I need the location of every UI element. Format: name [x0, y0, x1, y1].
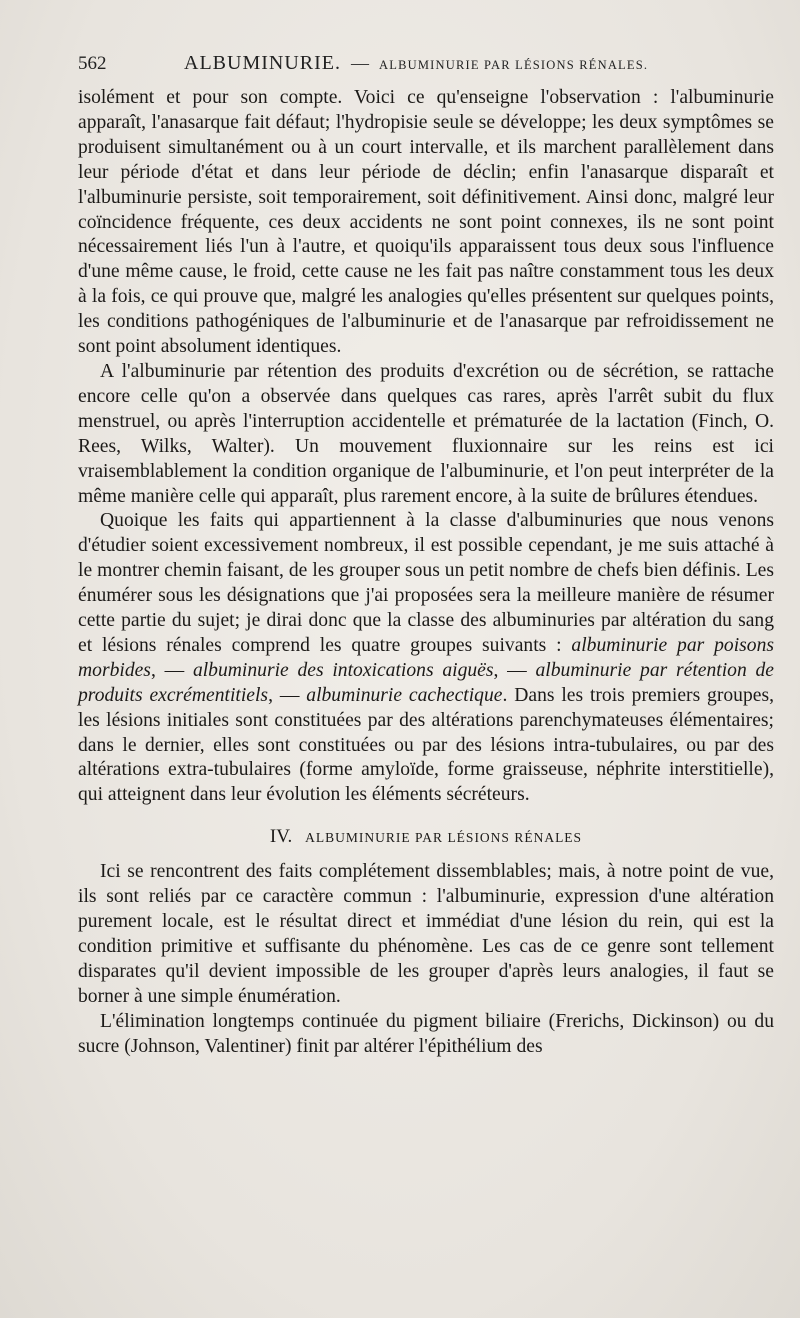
group-name-retention-produits: albuminurie par rétention de produits excrémentitiels — [78, 659, 774, 706]
paragraph-3-separator-1: , — — [150, 659, 193, 681]
page-body — [78, 86, 774, 1060]
group-name-cachectique: albuminurie cachectique — [306, 684, 503, 706]
group-name-poisons-morbides: albuminurie par poisons morbides — [78, 634, 774, 681]
section-heading — [78, 822, 774, 852]
paragraph-3-text-a: Quoique les faits qui appartiennent à la classe d'albuminuries que nous venons d'étudier soient excessivement nombreux, il est possible cependant, je me suis attaché à le montrer chemin faisant, de les grouper sous un petit nombre de chefs bien définis. Les énumérer sous les désignations que j'ai proposées sera la meilleure manière de résumer cette partie du sujet; je dirai donc que la classe des albuminuries par altération du sang et lésions rénales comprend les quatre groupes suivants : — [78, 510, 774, 656]
running-head — [78, 52, 774, 86]
paragraph-3-text-b: . Dans les trois premiers groupes, les lésions initiales sont constituées par des altérations parenchymateuses élémentaires; dans le dernier, elles sont constituées ou par des lésions intra-tubulaires, ou par des altérations extra-tubulaires (forme amyloïde, forme graisseuse, néphrite interstitielle), qui atteignent dans leur évolution les éléments sécréteurs. — [78, 684, 774, 806]
running-head-title: ALBUMINURIE. — [184, 52, 341, 74]
page-number: 562 — [78, 53, 107, 74]
paragraph-4: Ici se rencontrent des faits complétement dissemblables; mais, à notre point de vue, ils sont reliés par ce caractère commun : l'albuminurie, expression d'une altération purement locale, est le résultat direct et immédiat d'une lésion du rein, qui est la condition primitive et suffisante du phénomène. Les cas de ce genre sont tellement disparates qu'il devient impossible de les grouper d'après leurs analogies, il faut se borner à une simple énumération. — [78, 861, 774, 1007]
section-numeral: IV. — [269, 826, 293, 848]
paragraph-5: L'élimination longtemps continuée du pigment biliaire (Frerichs, Dickinson) ou du sucre (Johnson, Valentiner) finit par altérer l'épithélium des — [78, 1010, 774, 1057]
paragraph-3 — [78, 509, 774, 808]
running-head-subtitle: ALBUMINURIE PAR LÉSIONS RÉNALES. — [379, 58, 649, 72]
running-head-separator: — — [351, 53, 369, 73]
paragraph-2: A l'albuminurie par rétention des produits d'excrétion ou de sécrétion, se rattache encore celle qu'on a observée dans quelques cas rares, après l'arrêt subit du flux menstruel, ou après l'interruption accidentelle et prématurée de la lactation (Finch, O. Rees, Wilks, Walter). Un mouvement fluxionnaire sur les reins est ici vraisemblablement la condition organique de l'albuminurie, et l'on peut interpréter de la même manière celle qui apparaît, plus rarement encore, à la suite de brûlures étendues. — [78, 360, 774, 507]
paragraph-1: isolément et pour son compte. Voici ce qu'enseigne l'observation : l'albuminurie apparaît, l'anasarque fait défaut; l'hydropisie seule se développe; les deux symptômes se produisent simultanément ou à un court intervalle, et ils marchent parallèlement dans leur période d'état et dans leur période de déclin; enfin l'anasarque disparaît et l'albuminurie persiste, soit temporairement, soit définitivement. Ainsi donc, malgré leur coïncidence fréquente, ces deux accidents ne sont point connexes, ils ne sont point nécessairement liés l'un à l'autre, et quoiqu'ils apparaissent tous deux sous l'influence d'une même cause, le froid, cette cause ne les fait pas naître constamment tous les deux à la fois, ce qui prouve que, malgré les analogies qu'elles présentent sur quelques points, les conditions pathogéniques de l'albuminurie et de l'anasarque par refroidissement ne sont point absolument identiques. — [78, 87, 774, 358]
group-name-intoxications-aigues: albuminurie des intoxications aiguës — [192, 659, 494, 681]
paragraph-3-separator-3: , — — [268, 684, 307, 706]
section-title: ALBUMINURIE PAR LÉSIONS RÉNALES — [305, 830, 583, 846]
paragraph-3-separator-2: , — — [493, 659, 536, 681]
